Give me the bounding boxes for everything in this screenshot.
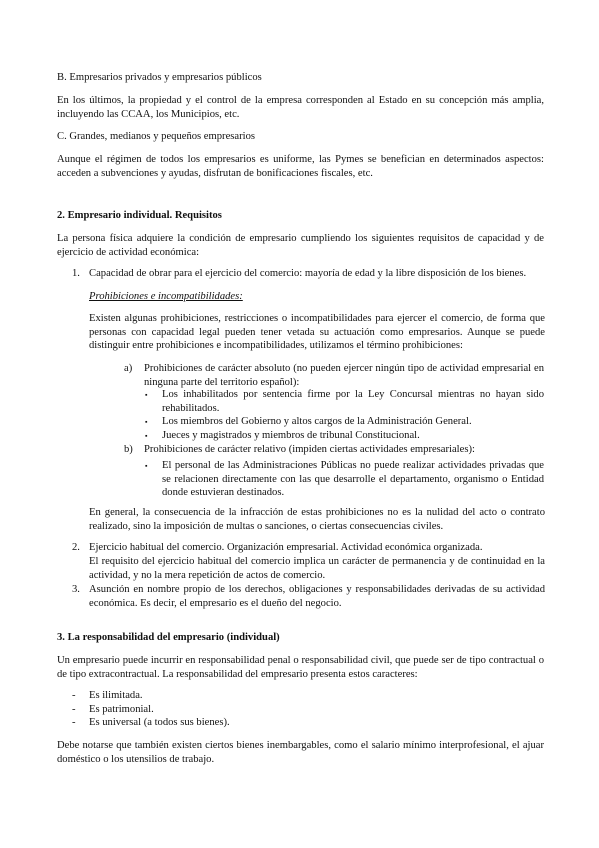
section-3-heading: 3. La responsabilidad del empresario (individual) [57,632,280,643]
requirement-2-detail: El requisito del ejercicio habitual del comercio implica un carácter de permanencia y de continuidad en la actividad, y no la mera repetición de actos de comercio. [89,556,545,581]
dash-bullet: - [72,704,76,715]
square-bullet-icon: ▪ [145,462,148,470]
list-item: Los inhabilitados por sentencia firme por la Ley Concursal mientras no hayan sido rehabilitados. [162,389,544,414]
prohibition-absolute-text: Prohibiciones de carácter absoluto (no pueden ejercer ningún tipo de actividad empresarial en ninguna parte del territorio español): [144,363,544,388]
section-c-text: Aunque el régimen de todos los empresarios es uniforme, las Pymes se benefician en determinados aspectos: acceden a subvenciones y ayudas, disfrutan de bonificaciones fiscales, etc. [57,154,544,179]
list-item: Es ilimitada. [89,690,143,701]
list-item: Es patrimonial. [89,704,154,715]
prohibiciones-conclusion: En general, la consecuencia de la infracción de estas prohibiciones no es la nulidad del acto o contrato realizado, sino la imposición de multas o sanciones, o ciertas consecuencias civiles. [89,507,545,532]
section-3-intro: Un empresario puede incurrir en responsabilidad penal o responsabilidad civil, que puede ser de tipo contractual o de tipo extracontractual. La responsabilidad del empresario presenta estos caracteres: [57,655,544,680]
requirement-3-text: Asunción en nombre propio de los derechos, obligaciones y responsabilidades derivadas de su actividad económica. Es decir, el empresario es el dueño del negocio. [89,584,545,609]
prohibiciones-title: Prohibiciones e incompatibilidades: [89,291,243,302]
list-item: Jueces y magistrados y miembros de tribunal Constitucional. [162,430,420,441]
section-b-heading: B. Empresarios privados y empresarios públicos [57,72,262,83]
dash-bullet: - [72,717,76,728]
section-b-text: En los últimos, la propiedad y el control de la empresa corresponden al Estado en su concepción más amplia, incluyendo las CCAA, los Municipios, etc. [57,95,544,120]
list-item: El personal de las Administraciones Públicas no puede realizar actividades privadas que se relacionen directamente con las que desarrolle el departamento, organismo o Entidad donde estuvieran destinados. [162,460,544,499]
list-marker: a) [124,363,133,374]
list-marker: 2. [72,542,80,553]
list-item: Es universal (a todos sus bienes). [89,717,230,728]
requirement-2-text: Ejercicio habitual del comercio. Organización empresarial. Actividad económica organizada. [89,542,483,553]
list-marker: 3. [72,584,80,595]
section-2-intro: La persona física adquiere la condición de empresario cumpliendo los siguientes requisitos de capacidad y de ejercicio de actividad económica: [57,233,544,258]
square-bullet-icon: ▪ [145,418,148,426]
dash-bullet: - [72,690,76,701]
section-c-heading: C. Grandes, medianos y pequeños empresarios [57,131,255,142]
list-item: Los miembros del Gobierno y altos cargos de la Administración General. [162,416,472,427]
list-marker: b) [124,444,133,455]
prohibition-relative-text: Prohibiciones de carácter relativo (impiden ciertas actividades empresariales): [144,444,475,455]
square-bullet-icon: ▪ [145,432,148,440]
section-2-heading: 2. Empresario individual. Requisitos [57,210,222,221]
section-3-closing: Debe notarse que también existen ciertos bienes inembargables, como el salario mínimo interprofesional, el ajuar doméstico o los utensilios de trabajo. [57,740,544,765]
prohibiciones-text: Existen algunas prohibiciones, restricciones o incompatibilidades para ejercer el comercio, de forma que personas con capacidad legal pueden tener vetada su actuación como empresarios. Aunque se puede distinguir entre prohibiciones e incompatibilidades, utilizamos el término prohibiciones: [89,313,545,352]
requirement-1-text: Capacidad de obrar para el ejercicio del comercio: mayoría de edad y la libre disposición de los bienes. [89,268,527,279]
square-bullet-icon: ▪ [145,391,148,399]
list-marker: 1. [72,268,80,279]
